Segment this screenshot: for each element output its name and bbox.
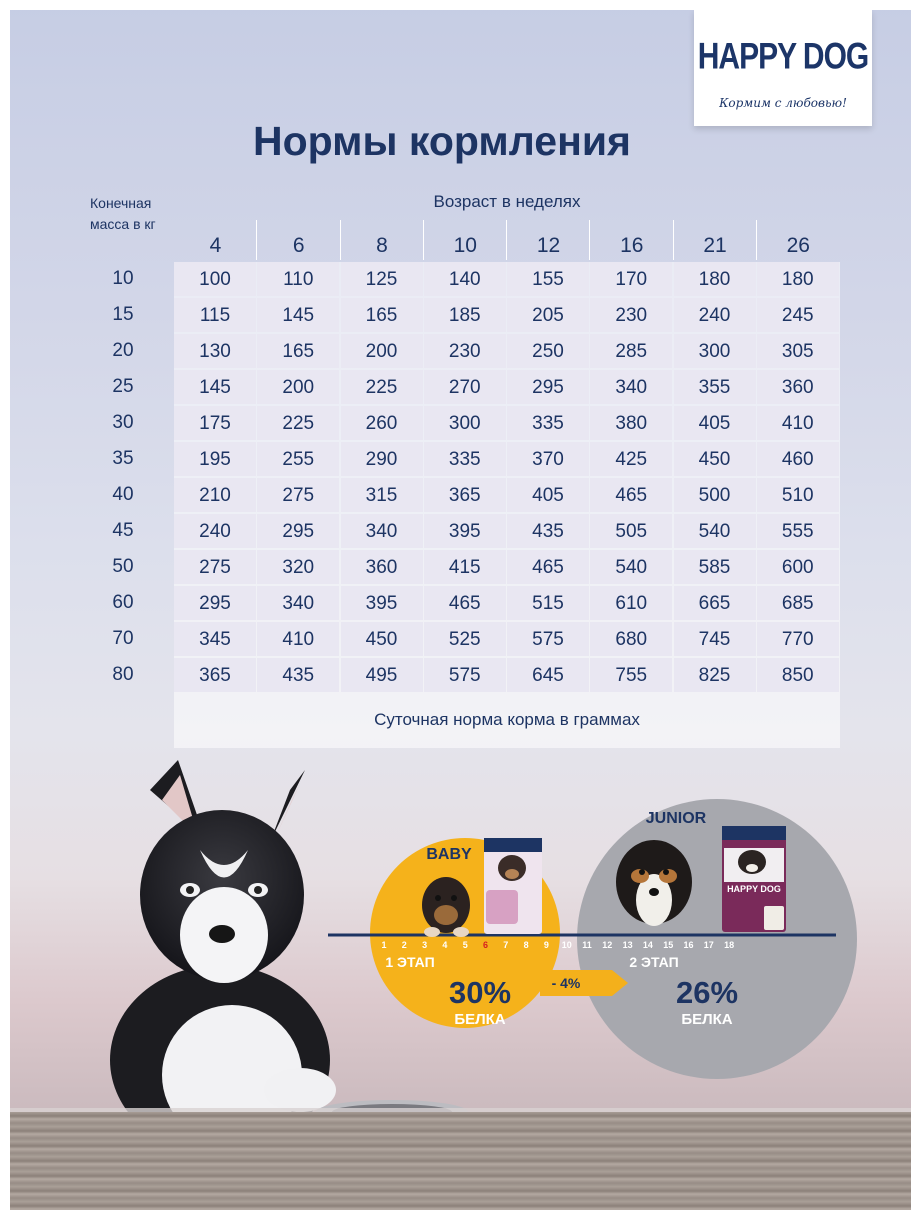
age-header-cell: 21 <box>703 234 727 257</box>
table-cell: 115 <box>174 298 256 332</box>
table-cell: 205 <box>507 298 589 332</box>
difference-label: - 4% <box>551 975 581 991</box>
table-cell: 210 <box>174 478 256 512</box>
week-tick-label: 13 <box>622 940 633 950</box>
table-cell: 770 <box>757 622 839 656</box>
week-tick-label: 15 <box>663 940 674 950</box>
table-cell: 680 <box>590 622 672 656</box>
table-cell: 305 <box>757 334 839 368</box>
week-tick-label: 1 <box>381 940 387 950</box>
table-cell: 665 <box>674 586 756 620</box>
baby-label: BABY <box>426 846 472 863</box>
row-header-line-2: масса в кг <box>90 216 156 232</box>
table-cell: 355 <box>674 370 756 404</box>
week-tick-label: 17 <box>703 940 714 950</box>
table-cell: 465 <box>507 550 589 584</box>
table-cell: 645 <box>507 658 589 692</box>
week-tick-label: 4 <box>442 940 448 950</box>
table-cell: 575 <box>507 622 589 656</box>
table-cell: 270 <box>424 370 506 404</box>
table-cell: 240 <box>174 514 256 548</box>
table-cell: 515 <box>507 586 589 620</box>
table-cell: 340 <box>590 370 672 404</box>
table-cell: 295 <box>174 586 256 620</box>
junior-food-package <box>722 826 786 932</box>
table-cell: 335 <box>424 442 506 476</box>
baby-protein-value: 30% <box>448 975 512 1010</box>
table-cell: 300 <box>424 406 506 440</box>
baby-protein-label: БЕЛКА <box>454 1011 506 1028</box>
table-cell: 370 <box>507 442 589 476</box>
week-tick-label: 6 <box>482 940 489 950</box>
table-cell: 300 <box>674 334 756 368</box>
table-cell: 575 <box>424 658 506 692</box>
table-cell: 230 <box>590 298 672 332</box>
table-cell: 360 <box>341 550 423 584</box>
table-cell: 365 <box>174 658 256 692</box>
week-tick-label: 5 <box>462 940 468 950</box>
table-cell: 155 <box>507 262 589 296</box>
table-cell: 240 <box>674 298 756 332</box>
weight-cell: 50 <box>112 556 134 577</box>
table-cell: 600 <box>757 550 839 584</box>
junior-label: JUNIOR <box>645 810 707 827</box>
frame-bottom <box>0 1210 921 1220</box>
table-cell: 395 <box>424 514 506 548</box>
table-cell: 110 <box>257 262 339 296</box>
table-cell: 365 <box>424 478 506 512</box>
page-title: Нормы кормления <box>253 118 631 164</box>
age-header-cell: 16 <box>620 234 644 257</box>
table-cell: 540 <box>590 550 672 584</box>
age-header-cell: 6 <box>292 234 305 257</box>
table-cell: 290 <box>341 442 423 476</box>
table-cell: 360 <box>757 370 839 404</box>
table-cell: 410 <box>757 406 839 440</box>
table-cell: 825 <box>674 658 756 692</box>
table-footnote: Суточная норма корма в граммах <box>374 710 640 729</box>
week-tick-label: 9 <box>543 940 549 950</box>
table-cell: 540 <box>674 514 756 548</box>
table-cell: 180 <box>674 262 756 296</box>
table-cell: 415 <box>424 550 506 584</box>
age-header-cell: 10 <box>453 234 477 257</box>
week-tick-label: 3 <box>422 940 428 950</box>
column-header: Возраст в неделях <box>433 192 581 211</box>
brand-name: HAPPY DOG <box>697 35 869 77</box>
table-cell: 225 <box>341 370 423 404</box>
table-cell: 755 <box>590 658 672 692</box>
frame-left <box>0 0 10 1220</box>
baby-food-package <box>484 838 542 934</box>
table-cell: 745 <box>674 622 756 656</box>
table-cell: 435 <box>507 514 589 548</box>
week-tick-label: 16 <box>683 940 694 950</box>
table-cell: 260 <box>341 406 423 440</box>
baby-puppy-icon <box>422 877 470 937</box>
table-cell: 340 <box>341 514 423 548</box>
brand-tagline: Кормим с любовью! <box>719 96 847 110</box>
table-cell: 100 <box>174 262 256 296</box>
week-tick-label: 7 <box>503 940 509 950</box>
table-cell: 555 <box>757 514 839 548</box>
wooden-surface <box>10 1112 911 1210</box>
age-header-cell: 26 <box>786 234 810 257</box>
weight-cell: 70 <box>112 628 134 649</box>
table-cell: 230 <box>424 334 506 368</box>
weight-cell: 10 <box>112 268 134 289</box>
table-cell: 450 <box>674 442 756 476</box>
table-cell: 465 <box>424 586 506 620</box>
table-cell: 335 <box>507 406 589 440</box>
table-cell: 125 <box>341 262 423 296</box>
week-tick-label: 12 <box>602 940 613 950</box>
table-cell: 185 <box>424 298 506 332</box>
table-cell: 435 <box>257 658 339 692</box>
week-tick-label: 8 <box>523 940 529 950</box>
week-tick-label: 11 <box>582 940 592 950</box>
weight-cell: 45 <box>112 520 134 541</box>
table-cell: 165 <box>257 334 339 368</box>
table-cell: 495 <box>341 658 423 692</box>
weight-cell: 35 <box>112 448 134 469</box>
table-cell: 225 <box>257 406 339 440</box>
table-cell: 195 <box>174 442 256 476</box>
weight-cell: 40 <box>112 484 134 505</box>
table-cell: 200 <box>341 334 423 368</box>
row-header-line-1: Конечная <box>90 195 152 211</box>
table-cell: 510 <box>757 478 839 512</box>
weight-cell: 60 <box>112 592 134 613</box>
table-cell: 395 <box>341 586 423 620</box>
table-cell: 425 <box>590 442 672 476</box>
week-tick-label: 14 <box>642 940 653 950</box>
table-cell: 585 <box>674 550 756 584</box>
table-cell: 140 <box>424 262 506 296</box>
junior-circle <box>577 799 857 1079</box>
table-cell: 275 <box>257 478 339 512</box>
table-cell: 320 <box>257 550 339 584</box>
table-cell: 245 <box>757 298 839 332</box>
table-cell: 525 <box>424 622 506 656</box>
table-cell: 170 <box>590 262 672 296</box>
table-cell: 380 <box>590 406 672 440</box>
junior-protein-value: 26% <box>675 975 739 1010</box>
table-cell: 250 <box>507 334 589 368</box>
table-cell: 340 <box>257 586 339 620</box>
table-cell: 295 <box>257 514 339 548</box>
weight-cell: 30 <box>112 412 134 433</box>
table-cell: 505 <box>590 514 672 548</box>
table-cell: 450 <box>341 622 423 656</box>
week-tick-label: 18 <box>724 940 735 950</box>
frame-top <box>0 0 921 10</box>
junior-protein-label: БЕЛКА <box>681 1011 733 1028</box>
table-cell: 295 <box>507 370 589 404</box>
age-header-cell: 12 <box>536 234 561 257</box>
table-cell: 145 <box>174 370 256 404</box>
frame-right <box>911 0 921 1220</box>
weight-cell: 80 <box>112 664 134 685</box>
table-cell: 345 <box>174 622 256 656</box>
table-cell: 405 <box>674 406 756 440</box>
baby-stage-label: 1 ЭТАП <box>385 954 435 970</box>
table-cell: 145 <box>257 298 339 332</box>
table-cell: 465 <box>590 478 672 512</box>
table-cell: 130 <box>174 334 256 368</box>
table-cell: 165 <box>341 298 423 332</box>
table-cell: 315 <box>341 478 423 512</box>
junior-stage-label: 2 ЭТАП <box>629 954 679 970</box>
table-cell: 285 <box>590 334 672 368</box>
table-cell: 175 <box>174 406 256 440</box>
weight-cell: 15 <box>112 304 134 325</box>
table-cell: 410 <box>257 622 339 656</box>
table-cell: 610 <box>590 586 672 620</box>
table-cell: 275 <box>174 550 256 584</box>
table-cell: 255 <box>257 442 339 476</box>
table-cell: 850 <box>757 658 839 692</box>
age-header-cell: 4 <box>209 234 222 257</box>
weight-cell: 25 <box>112 376 134 397</box>
weight-cell: 20 <box>112 340 134 361</box>
table-cell: 200 <box>257 370 339 404</box>
table-cell: 405 <box>507 478 589 512</box>
table-cell: 685 <box>757 586 839 620</box>
week-tick-label: 10 <box>561 940 572 950</box>
junior-package-brand: HAPPY DOG <box>727 884 781 894</box>
week-tick-label: 2 <box>401 940 407 950</box>
table-cell: 460 <box>757 442 839 476</box>
age-header-cell: 8 <box>376 234 388 257</box>
table-cell: 500 <box>674 478 756 512</box>
table-cell: 180 <box>757 262 839 296</box>
